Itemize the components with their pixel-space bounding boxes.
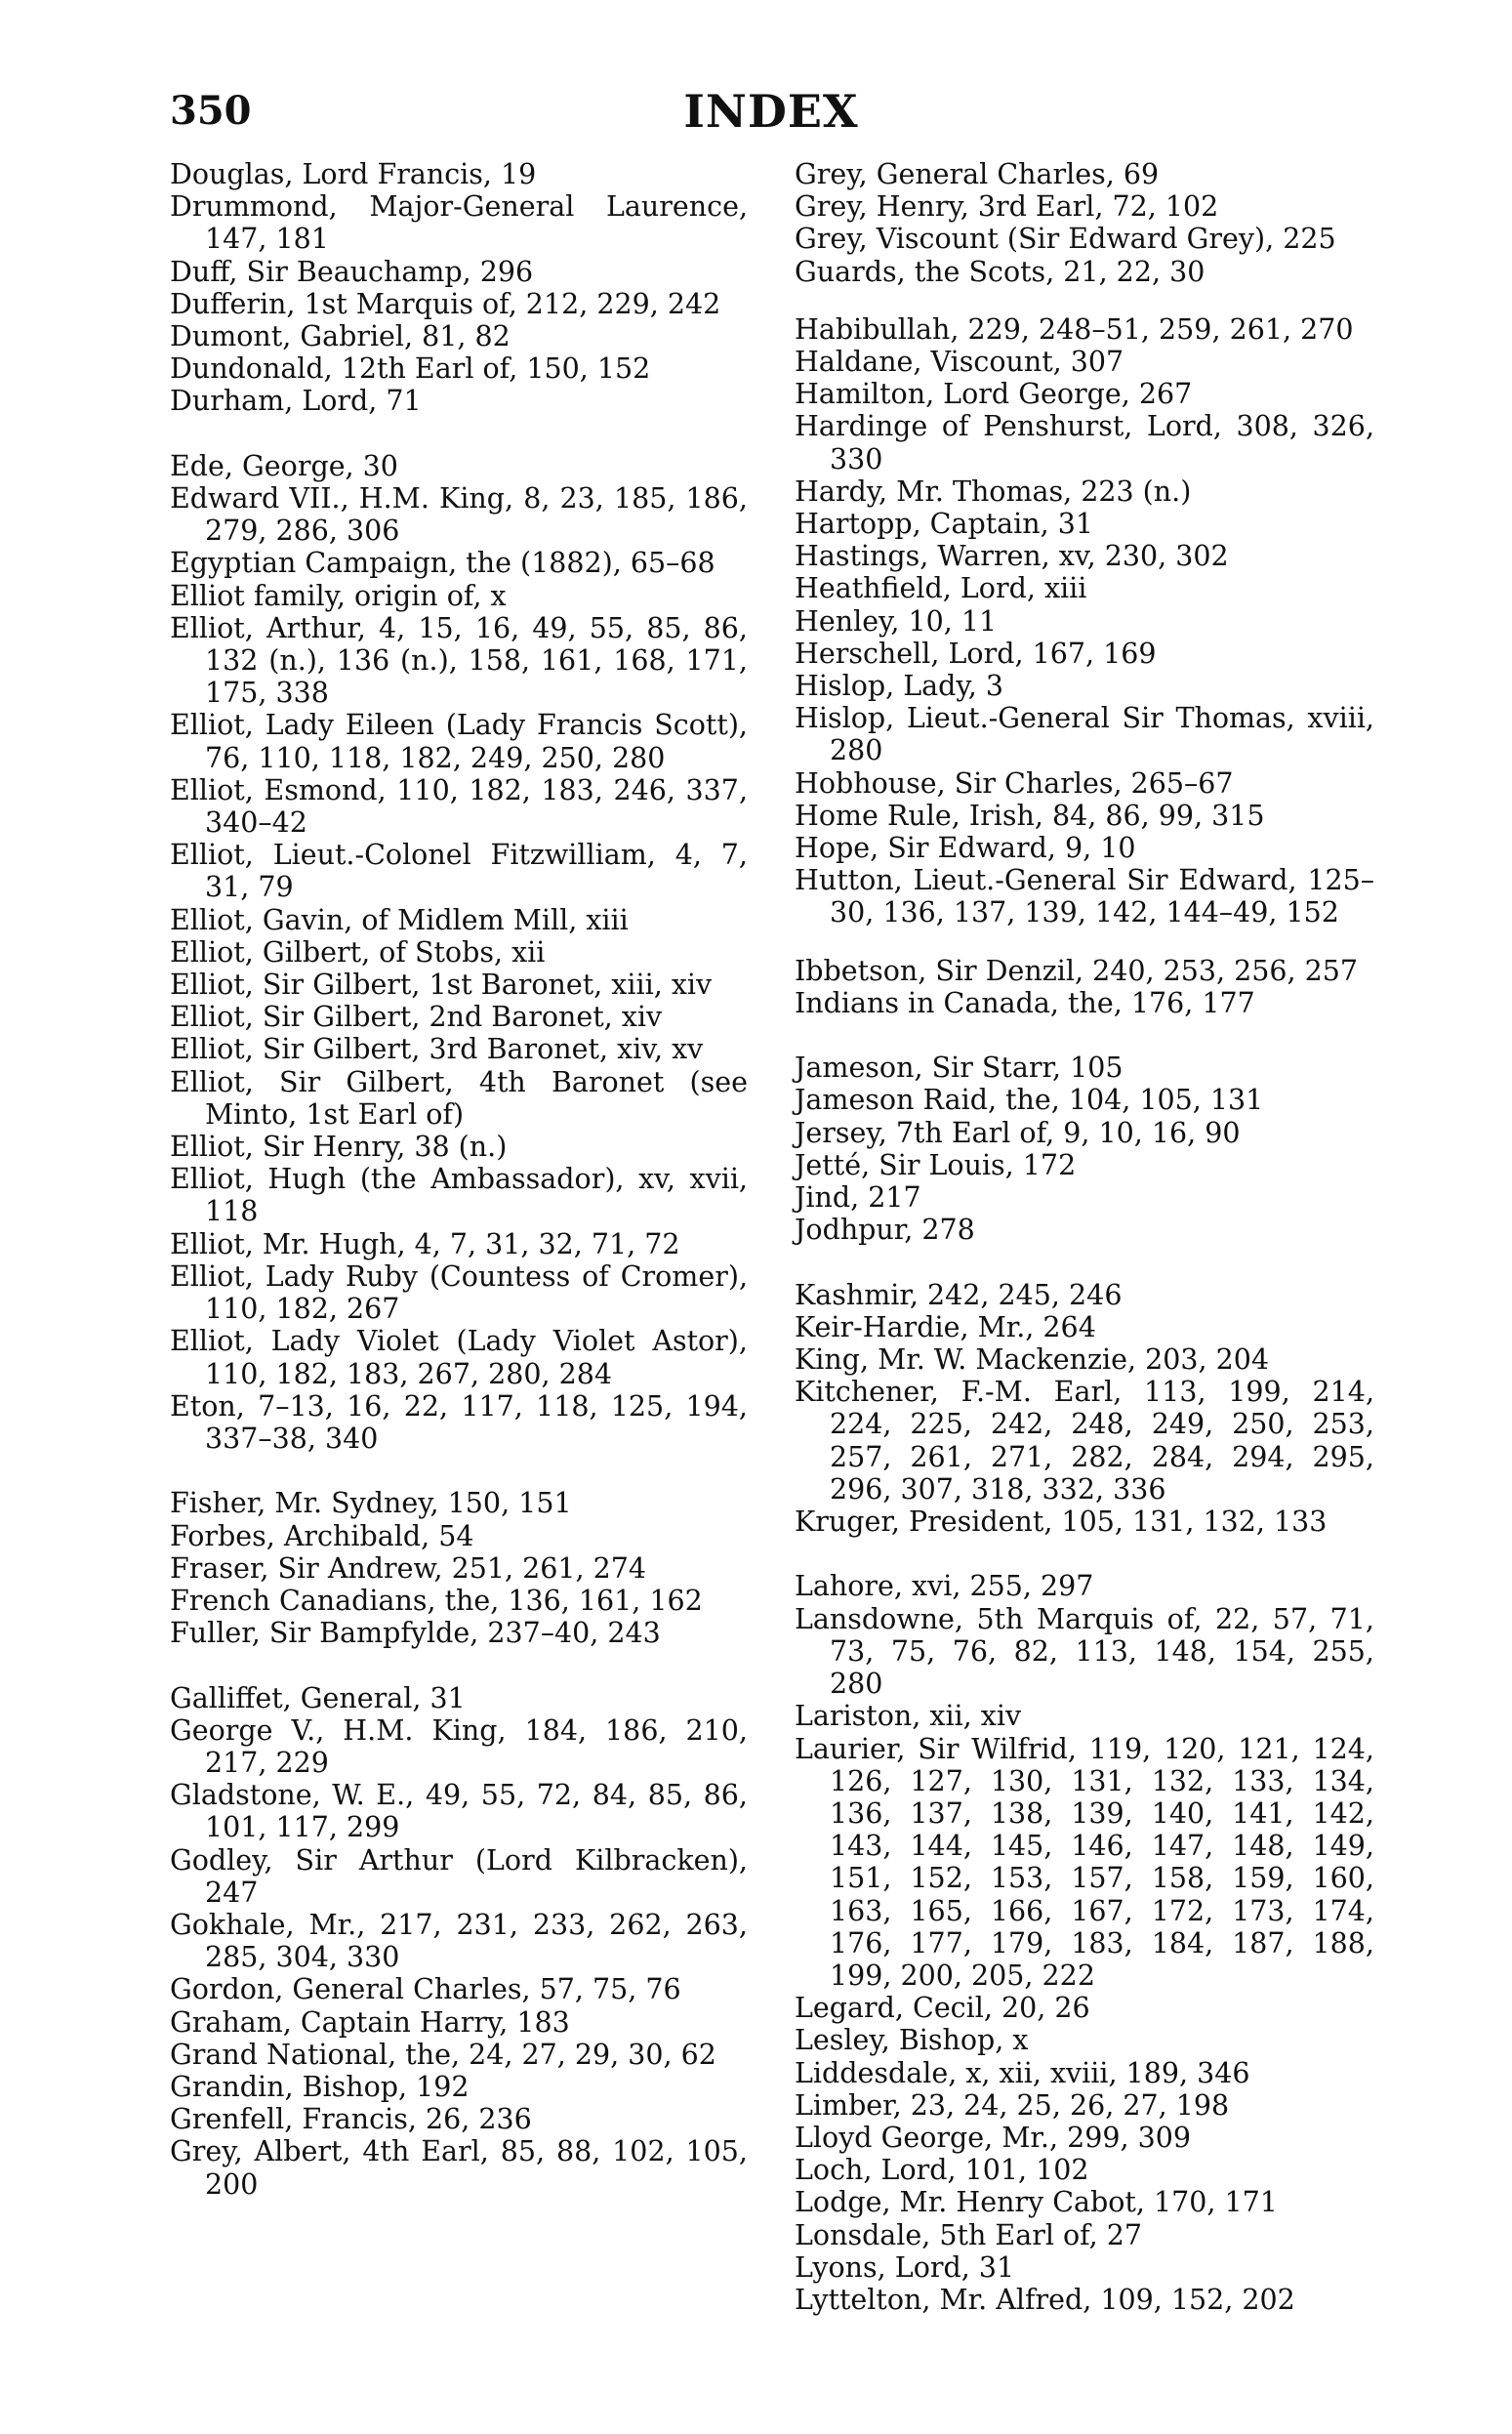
index-entry: Durham, Lord, 71: [170, 385, 422, 418]
index-entry: Jetté, Sir Louis, 172: [795, 1148, 1077, 1181]
index-entry: Jameson, Sir Starr, 105: [795, 1052, 1124, 1085]
index-entry: Hamilton, Lord George, 267: [795, 378, 1193, 411]
index-entry: Home Rule, Irish, 84, 86, 99, 315: [795, 799, 1265, 832]
index-entry: Guards, the Scots, 21, 22, 30: [795, 255, 1206, 288]
letter-group-gap: [795, 1538, 1374, 1570]
index-entry: Graham, Captain Harry, 183: [170, 2005, 570, 2039]
index-entry: Kruger, President, 105, 131, 132, 133: [795, 1506, 1328, 1539]
index-entry: Grey, Henry, 3rd Earl, 72, 102: [795, 190, 1219, 224]
index-entry: Elliot family, origin of, x: [170, 579, 507, 612]
index-entry: Forbes, Archibald, 54: [170, 1519, 474, 1552]
index-entry: Egyptian Campaign, the (1882), 65–68: [170, 547, 715, 580]
letter-group-gap: [170, 418, 748, 450]
index-entry: Dundonald, 12th Earl of, 150, 152: [170, 352, 651, 386]
index-entry: Lahore, xvi, 255, 297: [795, 1570, 1094, 1603]
index-entry: Eton, 7–13, 16, 22, 117, 118, 125, 194, 337–38, 340: [170, 1389, 748, 1455]
index-entry: Lodge, Mr. Henry Cabot, 170, 171: [795, 2186, 1278, 2219]
index-entry: Hutton, Lieut.-General Sir Edward, 125–30, 136, 137, 139, 142, 144–49, 152: [795, 864, 1374, 929]
page-number: 350: [170, 88, 252, 134]
index-entry: Limber, 23, 24, 25, 26, 27, 198: [795, 2088, 1230, 2122]
index-column-left: [170, 158, 748, 2201]
index-entry: Elliot, Esmond, 110, 182, 183, 246, 337, 340–42: [170, 773, 748, 840]
index-column-right: [795, 158, 1374, 2316]
index-entry: Gladstone, W. E., 49, 55, 72, 84, 85, 86, 101, 117, 299: [170, 1779, 748, 1844]
index-entry: Hislop, Lieut.-General Sir Thomas, xviii, 280: [795, 702, 1374, 767]
index-entry: Lesley, Bishop, x: [795, 2024, 1029, 2057]
letter-group-gap: [170, 1455, 748, 1487]
index-entry: Grey, Albert, 4th Earl, 85, 88, 102, 105, 200: [170, 2135, 748, 2201]
index-entry: Hope, Sir Edward, 9, 10: [795, 832, 1136, 865]
index-entry: Godley, Sir Arthur (Lord Kilbracken), 247: [170, 1843, 748, 1909]
index-entry: Grenfell, Francis, 26, 236: [170, 2103, 532, 2136]
index-entry: Ede, George, 30: [170, 449, 398, 482]
index-entry: Laurier, Sir Wilfrid, 119, 120, 121, 124, 126, 127, 130, 131, 132, 133, 134, 136, 137, 138, 139, 140, 141, 142, 143, 144, 145, 146, 147, 148, 149, 151, 152, 153, 157, 158, 159, 160, 163, 165, 166, 167, 172, 173, 174, 176, 177, 179, 183, 184, 187, 188, 199, 200, 205, 222: [795, 1732, 1374, 1992]
index-entry: Hartopp, Captain, 31: [795, 508, 1094, 541]
letter-group-gap: [795, 1246, 1374, 1278]
index-entry: Dufferin, 1st Marquis of, 212, 229, 242: [170, 287, 721, 320]
letter-group-gap: [795, 1019, 1374, 1052]
index-entry: Loch, Lord, 101, 102: [795, 2154, 1089, 2187]
index-entry: Dumont, Gabriel, 81, 82: [170, 320, 511, 353]
index-entry: Henley, 10, 11: [795, 604, 998, 638]
letter-group-gap: [795, 288, 1374, 313]
index-entry: Edward VII., H.M. King, 8, 23, 185, 186, 279, 286, 306: [170, 482, 748, 548]
index-entry: Elliot, Lieut.-Colonel Fitzwilliam, 4, 7, 31, 79: [170, 839, 748, 904]
index-entry: Elliot, Mr. Hugh, 4, 7, 31, 32, 71, 72: [170, 1227, 680, 1260]
index-entry: Fraser, Sir Andrew, 251, 261, 274: [170, 1551, 647, 1585]
index-entry: Grandin, Bishop, 192: [170, 2070, 470, 2103]
index-entry: Grey, Viscount (Sir Edward Grey), 225: [795, 223, 1336, 256]
index-entry: Gordon, General Charles, 57, 75, 76: [170, 1973, 681, 2006]
index-entry: Lyons, Lord, 31: [795, 2250, 1015, 2284]
index-entry: Lansdowne, 5th Marquis of, 22, 57, 71, 73, 75, 76, 82, 113, 148, 154, 255, 280: [795, 1602, 1374, 1701]
index-entry: Hardinge of Penshurst, Lord, 308, 326, 330: [795, 410, 1374, 475]
index-entry: Legard, Cecil, 20, 26: [795, 1992, 1090, 2025]
index-entry: Kashmir, 242, 245, 246: [795, 1278, 1123, 1311]
index-entry: Liddesdale, x, xii, xviii, 189, 346: [795, 2056, 1250, 2089]
index-entry: Grand National, the, 24, 27, 29, 30, 62: [170, 2038, 716, 2071]
index-entry: Grey, General Charles, 69: [795, 158, 1160, 190]
index-entry: Jameson Raid, the, 104, 105, 131: [795, 1084, 1264, 1117]
page-title: INDEX: [683, 85, 859, 138]
index-entry: Elliot, Sir Henry, 38 (n.): [170, 1131, 508, 1164]
index-entry: Lariston, xii, xiv: [795, 1700, 1022, 1733]
index-entry: Elliot, Sir Gilbert, 3rd Baronet, xiv, xv: [170, 1033, 704, 1066]
index-entry: Gokhale, Mr., 217, 231, 233, 262, 263, 285, 304, 330: [170, 1908, 748, 1974]
index-entry: Lyttelton, Mr. Alfred, 109, 152, 202: [795, 2283, 1295, 2316]
index-entry: Hastings, Warren, xv, 230, 302: [795, 540, 1229, 573]
index-entry: Fuller, Sir Bampfylde, 237–40, 243: [170, 1617, 661, 1650]
index-entry: Ibbetson, Sir Denzil, 240, 253, 256, 257: [795, 954, 1359, 987]
index-entry: Elliot, Lady Violet (Lady Violet Astor), 110, 182, 183, 267, 280, 284: [170, 1325, 748, 1390]
index-entry: Jind, 217: [795, 1181, 921, 1215]
index-entry: Elliot, Lady Ruby (Countess of Cromer), 110, 182, 267: [170, 1259, 748, 1326]
index-entry: Habibullah, 229, 248–51, 259, 261, 270: [795, 312, 1354, 346]
index-entry: George V., H.M. King, 184, 186, 210, 217, 229: [170, 1713, 748, 1779]
index-entry: Elliot, Arthur, 4, 15, 16, 49, 55, 85, 86, 132 (n.), 136 (n.), 158, 161, 168, 171, 175, 338: [170, 611, 748, 710]
index-entry: French Canadians, the, 136, 161, 162: [170, 1584, 703, 1617]
index-entry: Hardy, Mr. Thomas, 223 (n.): [795, 474, 1192, 508]
index-entry: Lonsdale, 5th Earl of, 27: [795, 2218, 1143, 2251]
index-entry: Elliot, Gavin, of Midlem Mill, xiii: [170, 903, 629, 936]
index-entry: Elliot, Sir Gilbert, 4th Baronet (see Minto, 1st Earl of): [170, 1065, 748, 1131]
index-entry: Jodhpur, 278: [795, 1214, 975, 1247]
index-entry: Elliot, Sir Gilbert, 1st Baronet, xiii, xiv: [170, 969, 713, 1002]
index-entry: Lloyd George, Mr., 299, 309: [795, 2121, 1192, 2154]
index-entry: Hislop, Lady, 3: [795, 670, 1003, 703]
index-entry: Kitchener, F.-M. Earl, 113, 199, 214, 224, 225, 242, 248, 249, 250, 253, 257, 261, 271, 282, 284, 294, 295, 296, 307, 318, 332, 336: [795, 1376, 1374, 1506]
index-entry: Elliot, Gilbert, of Stobs, xii: [170, 935, 546, 969]
index-entry: Elliot, Hugh (the Ambassador), xv, xvii, 118: [170, 1163, 748, 1228]
index-entry: Keir-Hardie, Mr., 264: [795, 1310, 1096, 1343]
index-entry: Galliffet, General, 31: [170, 1681, 466, 1714]
index-entry: Indians in Canada, the, 176, 177: [795, 986, 1255, 1019]
index-entry: Herschell, Lord, 167, 169: [795, 637, 1157, 670]
index-entry: Haldane, Viscount, 307: [795, 346, 1124, 379]
index-entry: Duff, Sir Beauchamp, 296: [170, 255, 534, 288]
index-entry: Heathfield, Lord, xiii: [795, 572, 1087, 605]
index-entry: Elliot, Lady Eileen (Lady Francis Scott), 76, 110, 118, 182, 249, 250, 280: [170, 709, 748, 774]
letter-group-gap: [795, 929, 1374, 955]
index-entry: Fisher, Mr. Sydney, 150, 151: [170, 1487, 572, 1520]
letter-group-gap: [170, 1649, 748, 1681]
index-entry: King, Mr. W. Mackenzie, 203, 204: [795, 1343, 1270, 1377]
index-entry: Elliot, Sir Gilbert, 2nd Baronet, xiv: [170, 1001, 663, 1034]
index-entry: Jersey, 7th Earl of, 9, 10, 16, 90: [795, 1116, 1241, 1149]
index-entry: Douglas, Lord Francis, 19: [170, 158, 537, 190]
page-header: [170, 82, 1372, 141]
index-entry: Hobhouse, Sir Charles, 265–67: [795, 766, 1234, 800]
index-entry: Drummond, Major-General Laurence, 147, 181: [170, 190, 748, 256]
